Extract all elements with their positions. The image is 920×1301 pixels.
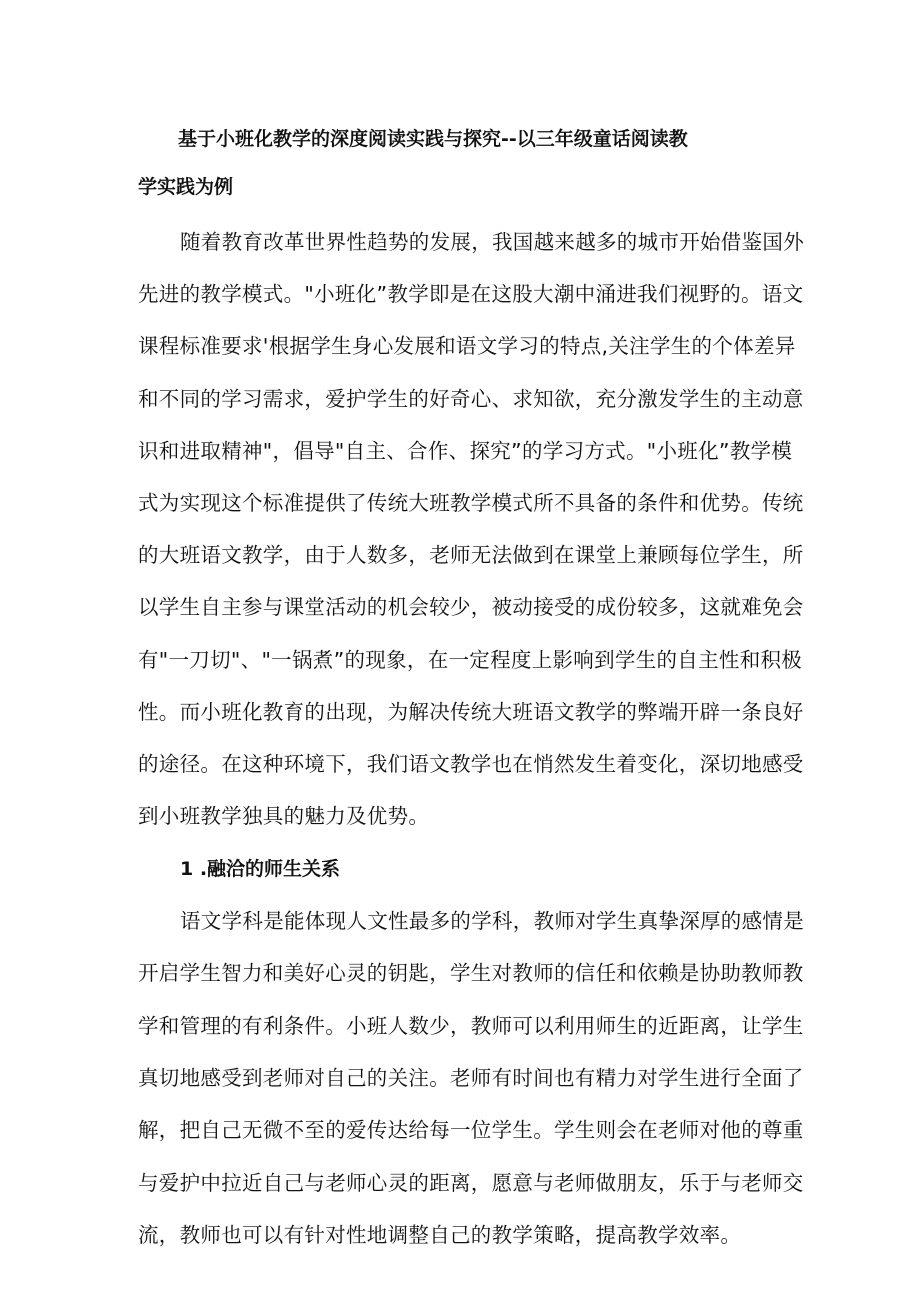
paragraph1-line: 有"一刀切"、"一锅煮”的现象，在一定程度上影响到学生的自主性和积极: [138, 648, 803, 672]
paragraph2-line: 语文学科是能体现人文性最多的学科，教师对学生真挚深厚的感情是: [180, 909, 804, 933]
paragraph1-line: 先进的教学模式。"小班化”教学即是在这股大潮中涌进我们视野的。语文: [138, 282, 804, 306]
paragraph2-line: 与爱护中拉近自己与老师心灵的距离，愿意与老师做朋友，乐于与老师交: [138, 1171, 804, 1195]
document-title-line-2: 学实践为例: [138, 176, 234, 198]
paragraph1-line: 式为实现这个标准提供了传统大班教学模式所不具备的条件和优势。传统: [138, 491, 804, 515]
document-title-line-1: 基于小班化教学的深度阅读实践与探究--以三年级童话阅读教: [178, 128, 688, 150]
paragraph1-line: 的途径。在这种环境下，我们语文教学也在悄然发生着变化，深切地感受: [138, 752, 804, 776]
paragraph1-line: 和不同的学习需求，爱护学生的好奇心、求知欲，充分激发学生的主动意: [138, 387, 804, 411]
paragraph1-line: 课程标准要求'根据学生身心发展和语文学习的特点,关注学生的个体差异: [138, 334, 796, 358]
paragraph2-line: 真切地感受到老师对自己的关注。老师有时间也有精力对学生进行全面了: [138, 1066, 804, 1090]
paragraph1-line: 到小班教学独具的魅力及优势。: [138, 804, 430, 828]
paragraph1-line: 随着教育改革世界性趋势的发展，我国越来越多的城市开始借鉴国外: [180, 230, 804, 254]
paragraph1-line: 识和进取精神"，倡导"自主、合作、探究”的学习方式。"小班化”教学模: [138, 439, 793, 463]
paragraph1-line: 性。而小班化教育的出现，为解决传统大班语文教学的弊端开辟一条良好: [138, 700, 804, 724]
paragraph1-line: 的大班语文教学，由于人数多，老师无法做到在课堂上兼顾每位学生，所: [138, 543, 804, 567]
paragraph1-line: 以学生自主参与课堂活动的机会较少，被动接受的成份较多，这就难免会: [138, 595, 804, 619]
paragraph2-line: 开启学生智力和美好心灵的钥匙，学生对教师的信任和依赖是协助教师教: [138, 961, 804, 985]
paragraph2-line: 解，把自己无微不至的爱传达给每一位学生。学生则会在老师对他的尊重: [138, 1118, 804, 1142]
section-heading: 1 .融洽的师生关系: [180, 858, 341, 880]
paragraph2-line: 学和管理的有利条件。小班人数少，教师可以利用师生的近距离，让学生: [138, 1014, 804, 1038]
paragraph2-line: 流，教师也可以有针对性地调整自己的教学策略，提高教学效率。: [138, 1223, 742, 1247]
